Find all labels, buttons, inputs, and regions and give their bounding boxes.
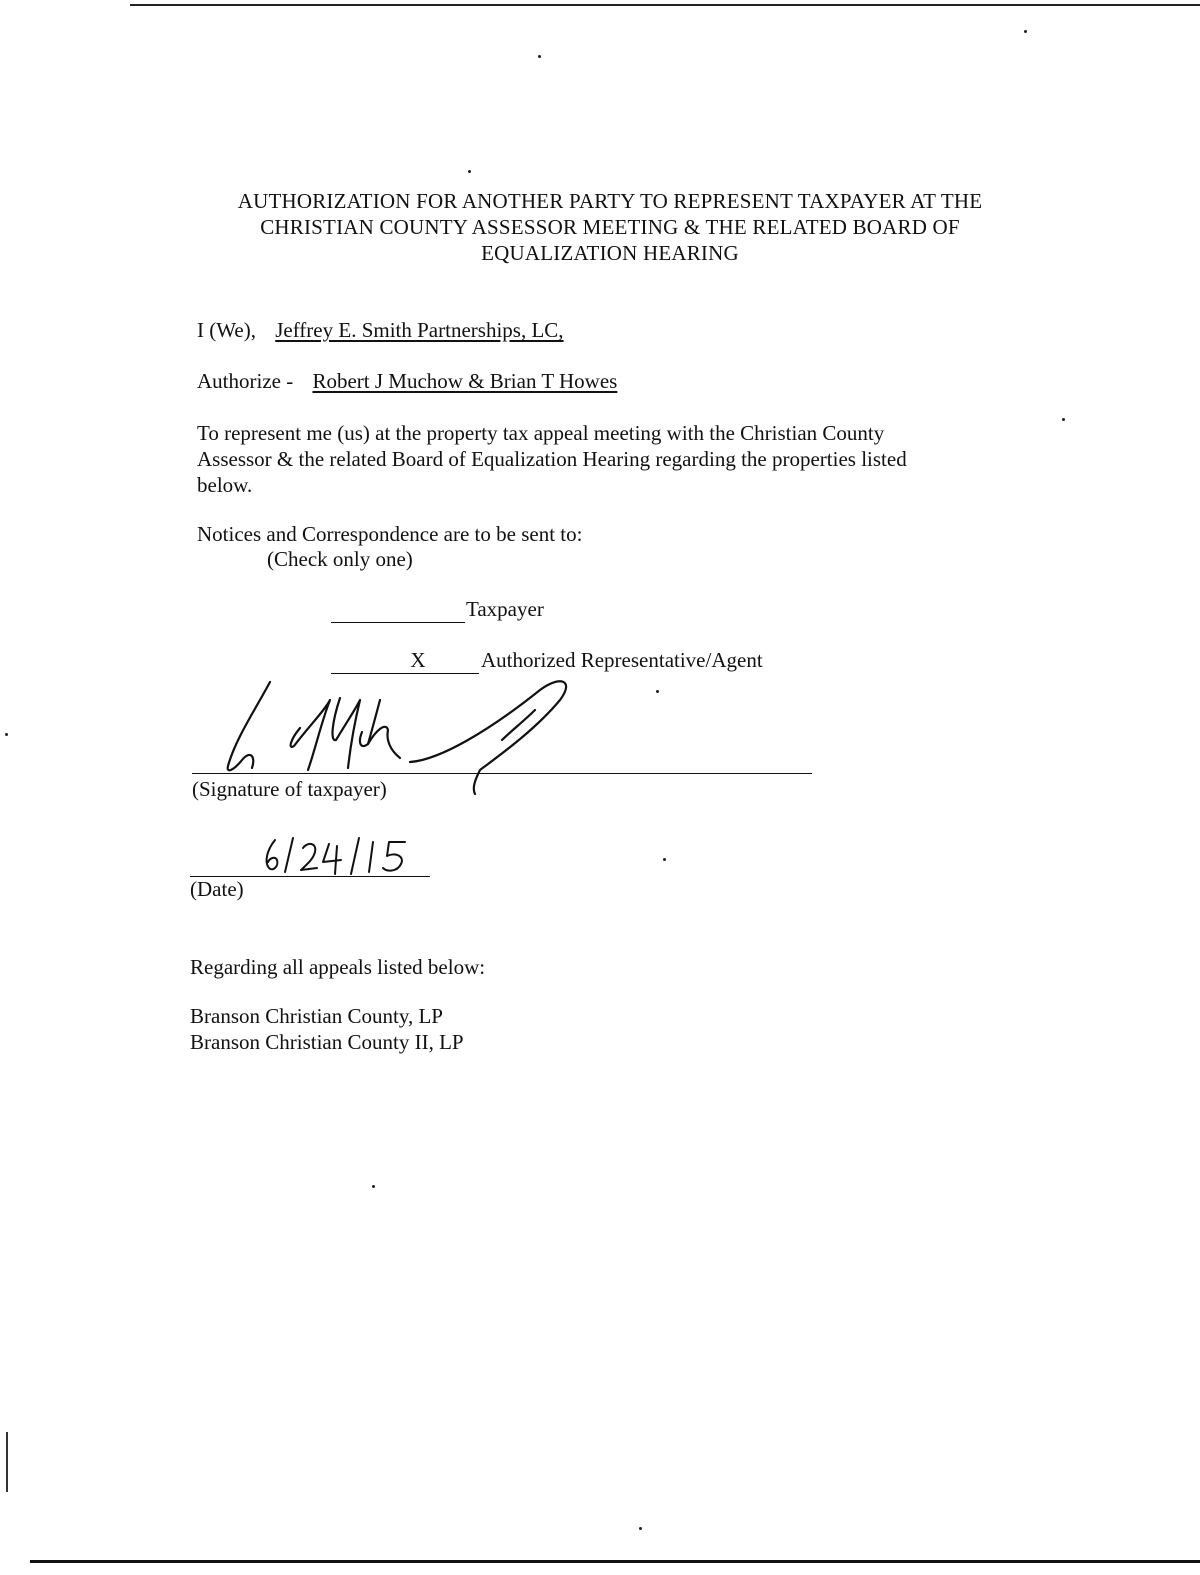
scan-speck	[468, 170, 471, 173]
scan-speck	[1062, 418, 1065, 421]
scan-top-edge	[130, 4, 1200, 6]
taxpayer-row	[197, 318, 564, 343]
handwritten-date	[255, 830, 435, 878]
appeals-heading: Regarding all appeals listed below:	[190, 955, 486, 979]
option-taxpayer-label: Taxpayer	[466, 597, 544, 621]
purpose-line: Assessor & the related Board of Equalization Hearing regarding the properties listed	[197, 447, 907, 471]
taxpayer-name: Jeffrey E. Smith Partnerships, LC,	[275, 318, 564, 342]
appeal-item: Branson Christian County II, LP	[190, 1030, 464, 1054]
title-line: CHRISTIAN COUNTY ASSESSOR MEETING & THE RELATED BOARD OF	[260, 215, 960, 239]
notices-heading: Notices and Correspondence are to be sent to:	[197, 522, 583, 546]
title-line: EQUALIZATION HEARING	[481, 241, 739, 265]
document-title	[150, 188, 1070, 266]
notices-instruction: (Check only one)	[267, 547, 413, 571]
scan-speck	[538, 55, 541, 58]
authorize-label: Authorize -	[197, 369, 294, 393]
appeal-item: Branson Christian County, LP	[190, 1004, 443, 1028]
taxpayer-check-blank	[331, 622, 465, 623]
taxpayer-label: I (We),	[197, 318, 256, 342]
scan-speck	[372, 1185, 375, 1188]
purpose-line: below.	[197, 473, 253, 497]
scan-left-mark	[6, 1432, 8, 1492]
scan-bottom-edge	[30, 1560, 1200, 1563]
agent-check-mark: X	[410, 648, 426, 672]
scan-speck	[1024, 30, 1027, 33]
scan-speck	[656, 690, 659, 693]
purpose-paragraph	[197, 420, 987, 498]
signature-caption: (Signature of taxpayer)	[192, 777, 387, 801]
authorize-row	[197, 369, 617, 394]
purpose-line: To represent me (us) at the property tax appeal meeting with the Christian County	[197, 421, 885, 445]
option-agent-label: Authorized Representative/Agent	[481, 648, 763, 672]
scan-speck	[639, 1527, 642, 1530]
scan-speck	[663, 858, 666, 861]
title-line: AUTHORIZATION FOR ANOTHER PARTY TO REPRESENT TAXPAYER AT THE	[237, 189, 983, 213]
scan-speck	[5, 733, 8, 736]
authorized-representatives: Robert J Muchow & Brian T Howes	[312, 369, 618, 393]
date-caption: (Date)	[190, 877, 244, 901]
